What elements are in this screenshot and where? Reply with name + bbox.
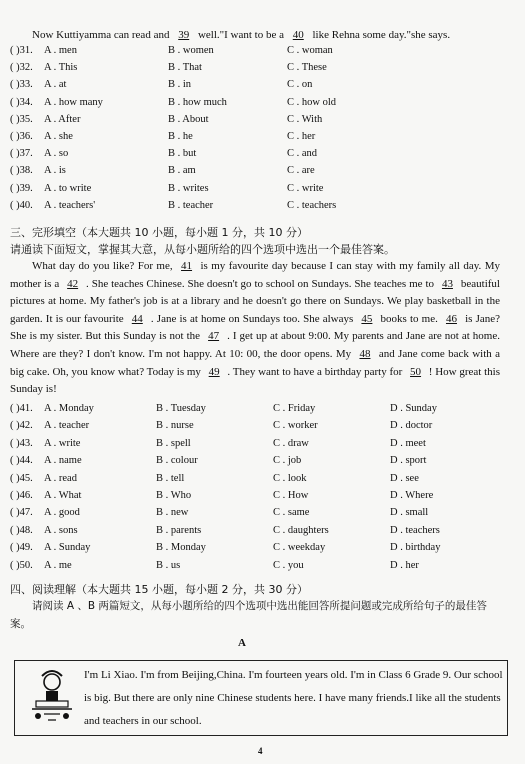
option-c[interactable]: C . How — [273, 490, 309, 501]
option-a[interactable]: A . write — [44, 437, 81, 449]
option-b[interactable]: B . Tuesday — [156, 403, 206, 414]
passage-text: . Jane is at home on Sundays too. She always — [147, 312, 357, 325]
option-a[interactable]: A . me — [44, 559, 72, 571]
option-b[interactable]: B . am — [168, 165, 196, 177]
passage-text: . I get up at about 9:00. My parents and Jane are not at home. Where are they? I don't know. I'm not happy. At 10: 00, the door opens. My — [10, 330, 500, 360]
option-a[interactable]: A . so — [44, 148, 69, 160]
option-c[interactable]: C . daughters — [273, 524, 329, 536]
option-d[interactable]: D . sport — [390, 455, 427, 467]
question-number: ( )32. — [10, 62, 33, 74]
question-number: ( )37. — [10, 148, 33, 160]
blank-46: 46 — [445, 312, 457, 325]
option-a[interactable]: A . she — [44, 131, 73, 142]
option-a[interactable]: A . at — [44, 79, 67, 91]
question-number: ( )39. — [10, 182, 33, 194]
option-b[interactable]: B . colour — [156, 455, 198, 467]
passage-text: beautiful pictures at home. My father's job is at a library and he doesn't go there on Sundays. We play basketball in the garden. It is our favourite — [10, 277, 500, 325]
option-a[interactable]: A . how many — [44, 96, 103, 108]
option-b[interactable]: B . us — [156, 559, 181, 571]
option-d[interactable]: D . birthday — [390, 542, 441, 554]
option-d[interactable]: D . Sunday — [390, 403, 437, 414]
option-c[interactable]: C . how old — [287, 96, 337, 108]
question-number: ( )42. — [10, 420, 33, 432]
passage-text: is Jane? She is my sister. But this Sunday is not the — [10, 312, 501, 343]
option-c[interactable]: C . same — [273, 507, 310, 519]
passage-text: is my favourite day because I can stay with my family all day. My mother is a — [10, 260, 500, 290]
option-b[interactable]: B . new — [156, 507, 189, 519]
question-number: ( )48. — [10, 524, 33, 536]
option-c[interactable]: C . on — [287, 79, 313, 91]
option-a[interactable]: A . After — [44, 113, 81, 125]
option-c[interactable]: C . Friday — [273, 403, 316, 414]
option-a[interactable]: A . What — [44, 490, 82, 501]
option-c[interactable]: C . job — [273, 455, 302, 467]
blank-48: 48 — [359, 347, 371, 360]
option-b[interactable]: B . About — [168, 113, 209, 125]
passage-text: What day do you like? For me, — [32, 260, 177, 272]
option-b[interactable]: B . nurse — [156, 420, 194, 432]
blank-45: 45 — [361, 312, 373, 325]
option-c[interactable]: C . look — [273, 472, 307, 484]
blank-39: 39 — [178, 29, 190, 41]
option-c[interactable]: C . her — [287, 131, 316, 142]
question-number: ( )38. — [10, 165, 33, 177]
question-number: ( )47. — [10, 507, 33, 519]
blank-42: 42 — [67, 277, 79, 290]
question-number: ( )44. — [10, 455, 33, 467]
option-a[interactable]: A . men — [44, 45, 77, 56]
blank-47: 47 — [208, 330, 220, 343]
option-d[interactable]: D . doctor — [390, 420, 433, 432]
section-4-heading: 四、阅读理解（本大题共 15 小题，每小题 2 分，共 30 分） — [10, 583, 308, 596]
option-c[interactable]: C . worker — [273, 420, 318, 432]
question-number: ( )49. — [10, 542, 33, 554]
option-a[interactable]: A . name — [44, 455, 82, 467]
cloze-passage — [10, 258, 500, 399]
option-c[interactable]: C . With — [287, 113, 323, 125]
option-c[interactable]: C . you — [273, 559, 304, 571]
option-a[interactable]: A . teachers' — [44, 199, 96, 211]
question-number: ( )34. — [10, 96, 33, 108]
option-b[interactable]: B . Monday — [156, 542, 206, 554]
option-d[interactable]: D . teachers — [390, 524, 440, 536]
question-number: ( )33. — [10, 79, 33, 91]
blank-41: 41 — [181, 260, 193, 272]
option-c[interactable]: C . woman — [287, 45, 333, 56]
option-a[interactable]: A . This — [44, 62, 78, 74]
option-b[interactable]: B . tell — [156, 472, 185, 484]
option-c[interactable]: C . These — [287, 62, 327, 74]
section-3-instruction: 请通读下面短文，掌握其大意，从每小题所给的四个选项中选出一个最佳答案。 — [10, 243, 395, 256]
question-number: ( )35. — [10, 113, 33, 125]
option-d[interactable]: D . her — [390, 559, 419, 571]
option-a[interactable]: A . Sunday — [44, 542, 91, 554]
option-d[interactable]: D . meet — [390, 437, 426, 449]
option-b[interactable]: B . teacher — [168, 199, 214, 211]
page-number: 4 — [258, 746, 263, 756]
option-b[interactable]: B . That — [168, 62, 202, 74]
option-c[interactable]: C . teachers — [287, 199, 337, 211]
option-a[interactable]: A . good — [44, 507, 80, 519]
passage-a-label: A — [238, 637, 246, 649]
option-a[interactable]: A . teacher — [44, 420, 90, 432]
option-b[interactable]: B . women — [168, 45, 214, 56]
blank-43: 43 — [441, 277, 453, 290]
option-c[interactable]: C . write — [287, 182, 324, 194]
passage-a-text: I'm Li Xiao. I'm from Beijing,China. I'm fourteen years old. I'm in Class 6 Grade 9. Our school is big. But there are only nine Chinese students here. I have many friends.I like all the students and teachers in our school. — [84, 669, 503, 727]
passage-text: ! How great this Sunday is! — [10, 365, 500, 396]
option-c[interactable]: C . weekday — [273, 542, 326, 554]
option-b[interactable]: B . parents — [156, 524, 202, 536]
question-number: ( )46. — [10, 490, 33, 501]
question-number: ( )45. — [10, 472, 33, 484]
intro-line: Now Kuttiyamma can read and 39 well."I want to be a 40 like Rehna some day."she says. — [32, 29, 451, 41]
option-b[interactable]: B . in — [168, 79, 192, 91]
option-b[interactable]: B . spell — [156, 437, 191, 449]
question-number: ( )31. — [10, 45, 33, 56]
blank-44: 44 — [131, 312, 143, 325]
question-number: ( )50. — [10, 559, 33, 571]
question-number: ( )36. — [10, 131, 33, 142]
option-d[interactable]: D . see — [390, 472, 419, 484]
option-c[interactable]: C . are — [287, 165, 315, 177]
section-3-heading: 三、完形填空（本大题共 10 小题，每小题 1 分，共 10 分） — [10, 226, 308, 239]
passage-text: and Jane come back with a big cake. Oh, you know what? Today is my — [10, 347, 500, 378]
option-d[interactable]: D . Where — [390, 490, 434, 501]
option-c[interactable]: C . and — [287, 148, 318, 160]
blank-50: 50 — [410, 365, 422, 378]
option-c[interactable]: C . draw — [273, 437, 309, 449]
question-number: ( )43. — [10, 437, 33, 449]
option-b[interactable]: B . writes — [168, 182, 209, 194]
student-figure-icon — [22, 664, 82, 730]
option-a[interactable]: A . Monday — [44, 403, 94, 414]
option-b[interactable]: B . Who — [156, 490, 192, 501]
question-number: ( )41. — [10, 403, 33, 414]
option-b[interactable]: B . how much — [168, 96, 227, 108]
passage-text: books to me. — [377, 312, 441, 325]
passage-text: . She teaches Chinese. She doesn't go to school on Sundays. She teaches me to — [83, 277, 437, 290]
option-d[interactable]: D . small — [390, 507, 429, 519]
option-b[interactable]: B . but — [168, 148, 197, 160]
option-a[interactable]: A . read — [44, 472, 77, 484]
option-a[interactable]: A . is — [44, 165, 66, 177]
passage-text: . They want to have a birthday party for — [224, 365, 406, 378]
option-b[interactable]: B . he — [168, 131, 193, 142]
section-4-instruction: 请阅读 A 、B 两篇短文，从每小题所给的四个选项中选出能回答所提问题或完成所给句子的最佳答案。 — [10, 600, 487, 630]
blank-40: 40 — [292, 29, 304, 41]
option-a[interactable]: A . to write — [44, 182, 92, 194]
question-number: ( )40. — [10, 199, 33, 211]
blank-49: 49 — [208, 365, 220, 378]
option-a[interactable]: A . sons — [44, 524, 78, 536]
